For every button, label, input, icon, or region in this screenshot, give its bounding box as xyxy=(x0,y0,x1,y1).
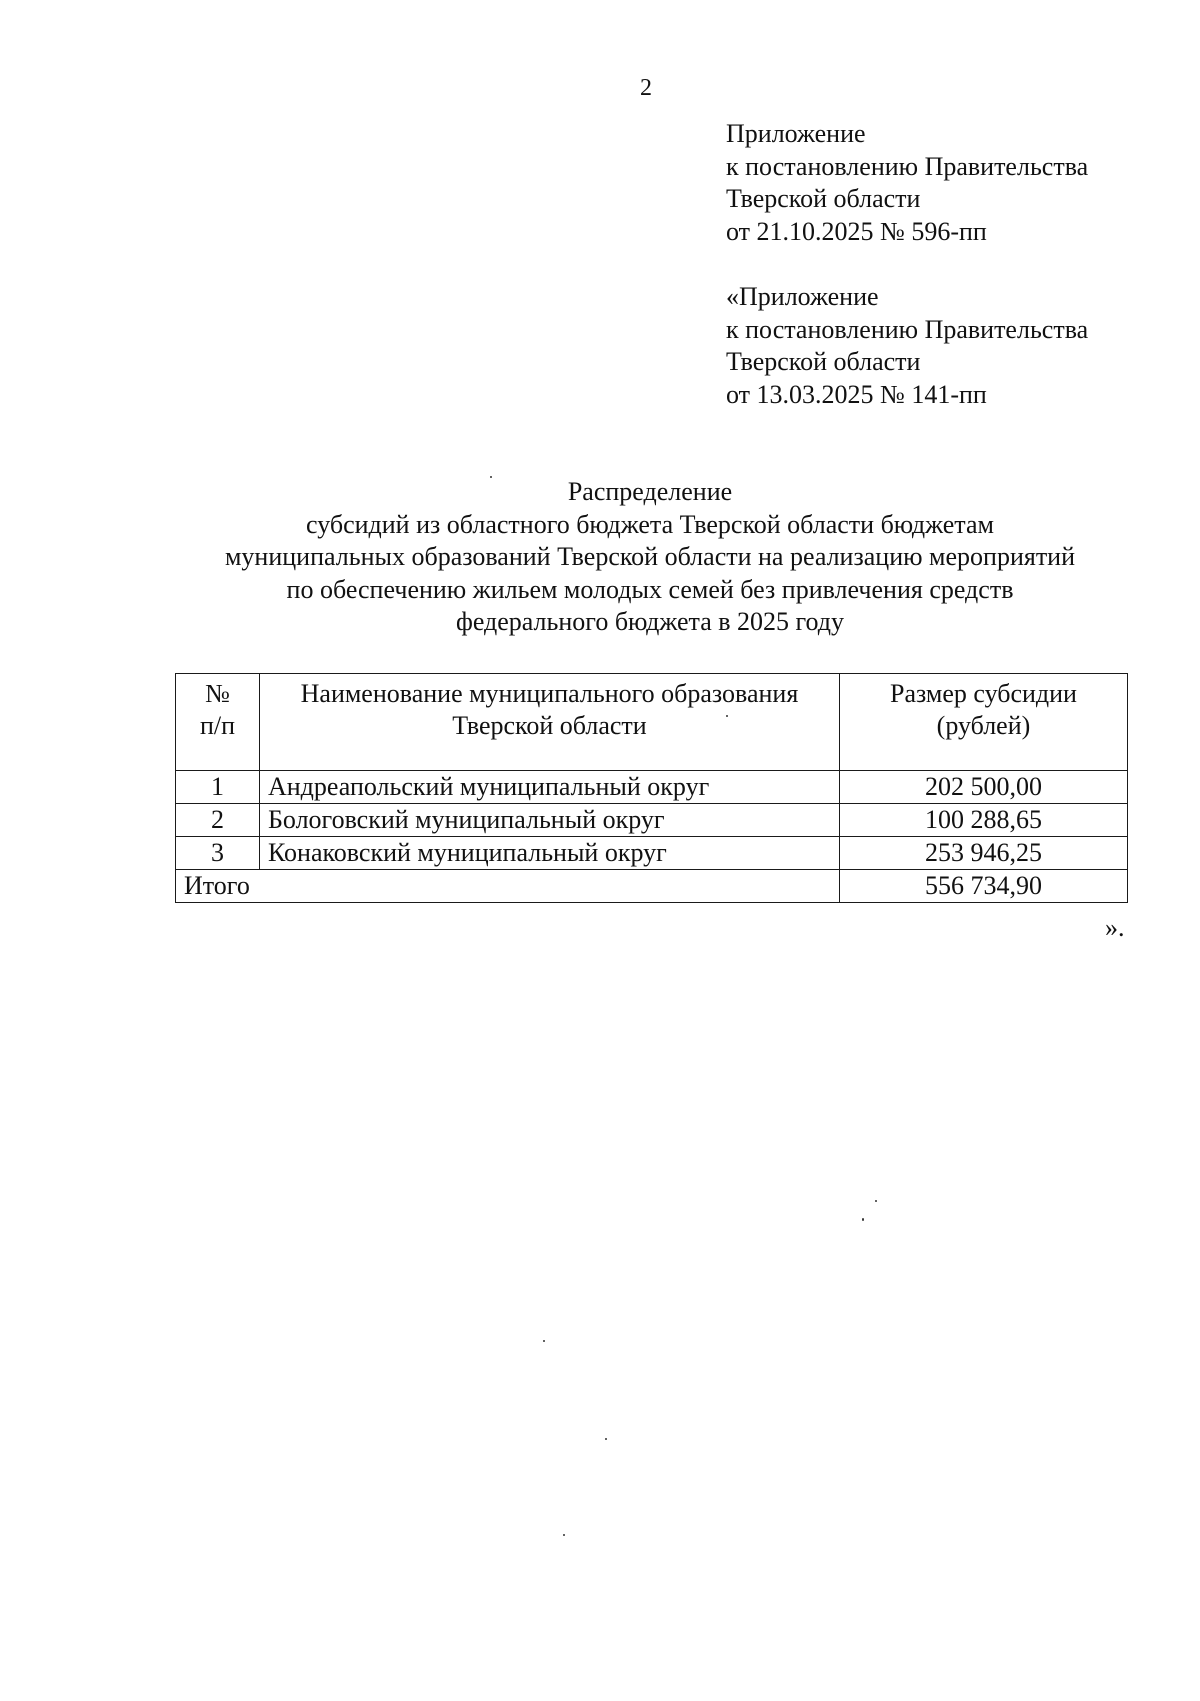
row-amount: 202 500,00 xyxy=(839,771,1127,804)
title-line: по обеспечению жильем молодых семей без привлечения средств xyxy=(286,574,1014,604)
title-line: субсидий из областного бюджета Тверской области бюджетам xyxy=(306,509,994,539)
appendix-reference: к постановлению Правительства xyxy=(726,151,1089,181)
document-title xyxy=(170,476,1130,639)
title-line: федерального бюджета в 2025 году xyxy=(455,607,845,636)
appendix-heading: «Приложение xyxy=(726,282,879,311)
header-number-symbol: № xyxy=(205,679,230,708)
appendix-current-block xyxy=(726,118,1088,248)
header-amount-line: Размер субсидии xyxy=(889,679,1077,708)
header-municipality xyxy=(259,674,839,771)
row-municipality: Конаковский муниципальный округ xyxy=(259,837,839,870)
scan-speck xyxy=(563,1534,565,1536)
appendix-date-number: от 13.03.2025 № 141-пп xyxy=(726,379,987,409)
header-number xyxy=(176,674,260,771)
row-amount: 253 946,25 xyxy=(839,837,1127,870)
row-municipality: Бологовский муниципальный округ xyxy=(259,804,839,837)
header-number-abbr: п/п xyxy=(199,711,236,740)
header-amount-unit: (рублей) xyxy=(936,711,1031,740)
row-amount: 100 288,65 xyxy=(839,804,1127,837)
appendix-date-number: от 21.10.2025 № 596-пп xyxy=(726,216,987,246)
appendix-region: Тверской области xyxy=(726,184,921,213)
scan-speck xyxy=(490,476,492,478)
page-number: 2 xyxy=(640,75,652,101)
table-row xyxy=(176,804,1128,837)
scan-speck xyxy=(726,715,728,717)
scan-speck xyxy=(862,1218,864,1221)
scan-speck xyxy=(605,1438,607,1440)
header-municipality-line: Наименование муниципального образования xyxy=(300,679,799,708)
row-number: 2 xyxy=(176,804,260,837)
row-number: 1 xyxy=(176,771,260,804)
appendix-region: Тверской области xyxy=(726,347,921,376)
table-row xyxy=(176,837,1128,870)
scan-speck xyxy=(875,1200,877,1202)
header-municipality-line: Тверской области xyxy=(452,711,647,740)
title-line: муниципальных образований Тверской области на реализацию мероприятий xyxy=(224,542,1076,571)
closing-quote: ». xyxy=(1105,913,1125,942)
table-header-row xyxy=(176,674,1128,771)
table-row xyxy=(176,771,1128,804)
scan-speck xyxy=(543,1340,545,1342)
total-label: Итого xyxy=(176,870,840,903)
title-line: Распределение xyxy=(567,477,733,506)
subsidy-distribution-table xyxy=(175,673,1128,903)
row-municipality: Андреапольский муниципальный округ xyxy=(259,771,839,804)
total-amount: 556 734,90 xyxy=(839,870,1127,903)
header-amount xyxy=(839,674,1127,771)
appendix-heading: Приложение xyxy=(726,119,866,148)
table-total-row xyxy=(176,870,1128,903)
row-number: 3 xyxy=(176,837,260,870)
appendix-previous-block xyxy=(726,281,1088,411)
appendix-reference: к постановлению Правительства xyxy=(726,314,1089,344)
